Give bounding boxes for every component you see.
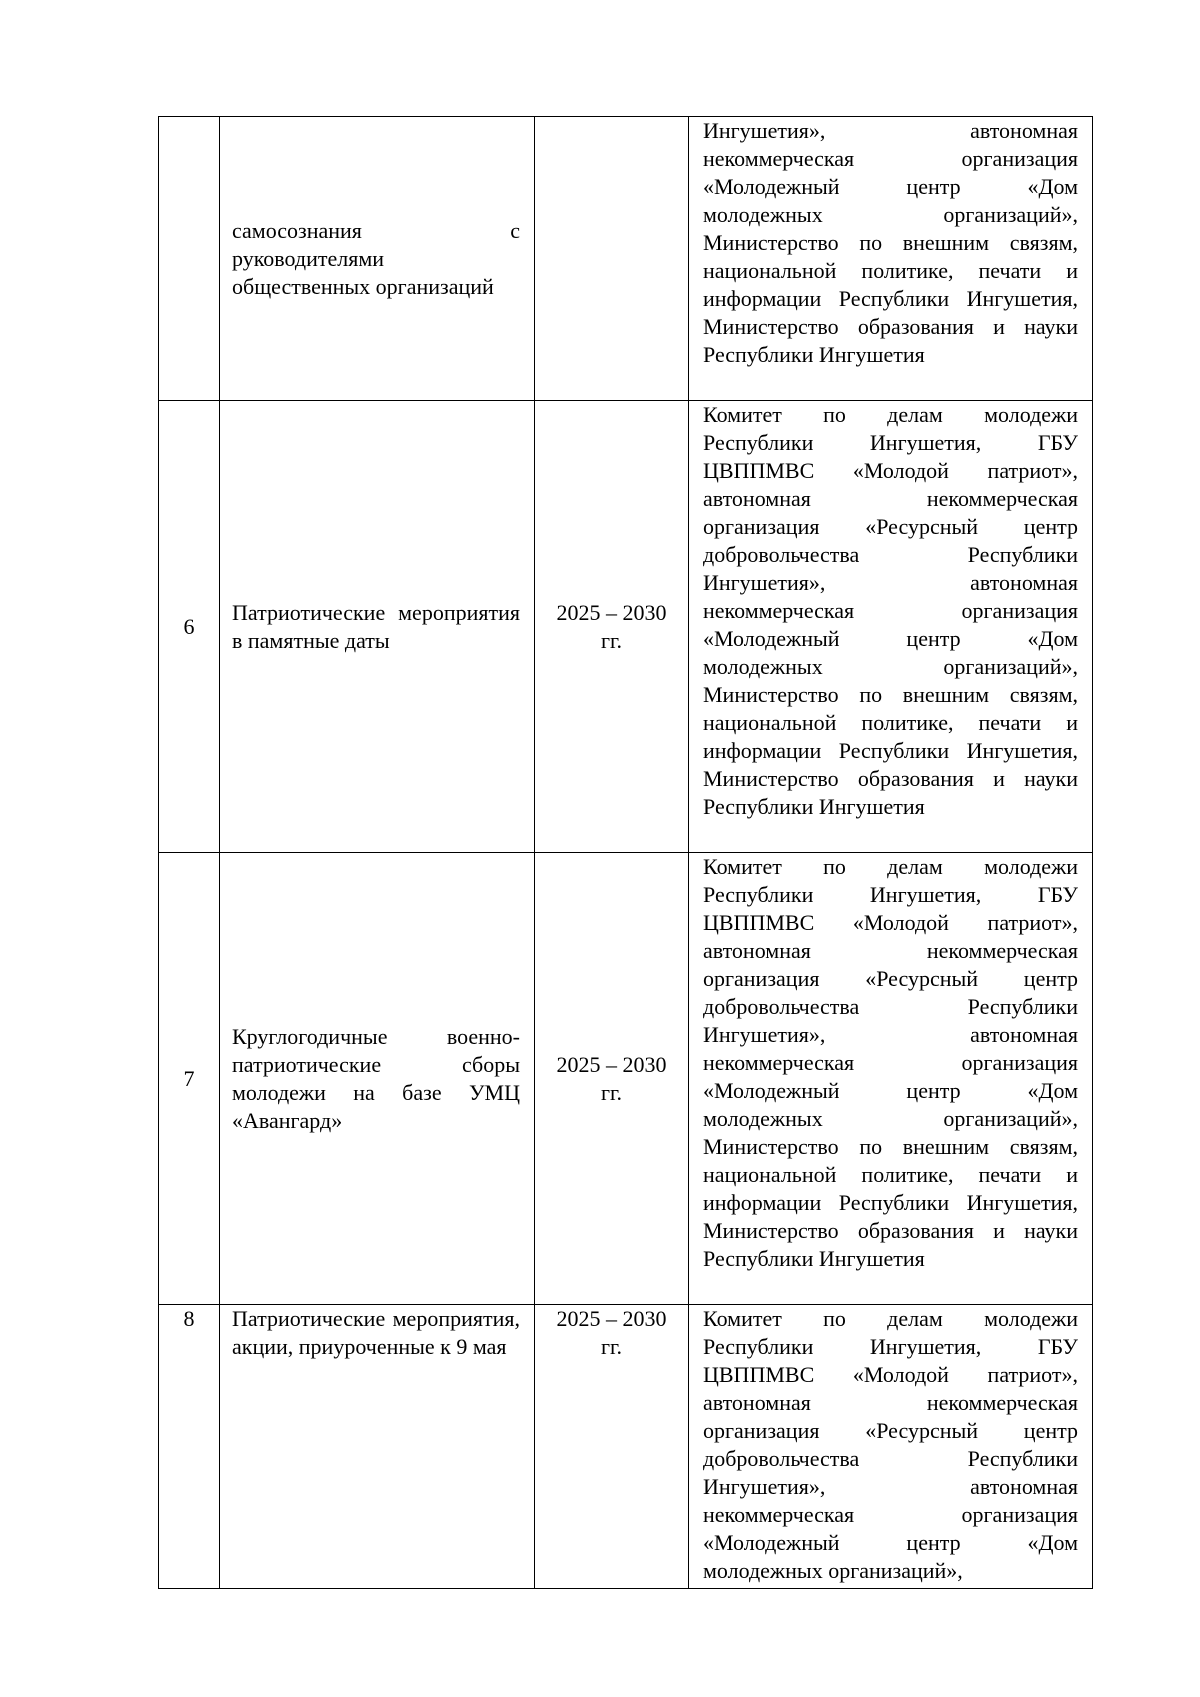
table-row [159,401,1093,853]
event-name-cell [220,117,535,401]
term-years: 2025 – 2030 [556,1051,667,1077]
term-cell [535,401,689,853]
row-number-cell [159,1305,220,1589]
responsible-cell [689,1305,1093,1589]
responsible-orgs: Комитет по делам молодежи Республики Ингушетия, ГБУ ЦВППМВС «Молодой патриот», автономная некоммерческая организация «Ресурсный центр добровольчества Республики Ингушетия», автономная некоммерческая организация «Молодежный центр «Дом молодежных организаций», Министерство по внешним связям, национальной политике, печати и информации Республики Ингушетия, Министерство образования и науки Республики Ингушетия [703,854,1078,1271]
responsible-cell [689,401,1093,853]
responsible-cell [689,117,1093,401]
event-name: Круглогодичные военно-патриотические сборы молодежи на базе УМЦ «Авангард» [232,1023,520,1133]
events-table [158,116,1093,1589]
event-name: самосознания с руководителями общественных организаций [232,217,520,299]
term-cell [535,1305,689,1589]
term-cell [535,853,689,1305]
event-name-cell [220,1305,535,1589]
term-suffix: гг. [600,1334,623,1359]
term-suffix: гг. [600,627,623,653]
term-cell [535,117,689,401]
table-row [159,853,1093,1305]
row-number-cell [159,853,220,1305]
responsible-orgs: Ингушетия», автономная некоммерческая организация «Молодежный центр «Дом молодежных организаций», Министерство по внешним связям, национальной политике, печати и информации Республики Ингушетия, Министерство образования и науки Республики Ингушетия [703,118,1078,367]
event-name: Патриотические мероприятия, акции, приуроченные к 9 мая [232,1306,520,1359]
row-number: 6 [183,613,195,639]
row-number-cell [159,117,220,401]
responsible-orgs: Комитет по делам молодежи Республики Ингушетия, ГБУ ЦВППМВС «Молодой патриот», автономная некоммерческая организация «Ресурсный центр добровольчества Республики Ингушетия», автономная некоммерческая организация «Молодежный центр «Дом молодежных организаций», Министерство по внешним связям, национальной политике, печати и информации Республики Ингушетия, Министерство образования и науки Республики Ингушетия [703,402,1078,819]
table-row [159,117,1093,401]
responsible-orgs: Комитет по делам молодежи Республики Ингушетия, ГБУ ЦВППМВС «Молодой патриот», автономная некоммерческая организация «Ресурсный центр добровольчества Республики Ингушетия», автономная некоммерческая организация «Молодежный центр «Дом молодежных организаций», [703,1306,1078,1583]
event-name-cell [220,401,535,853]
term-years: 2025 – 2030 [556,599,667,625]
term-years: 2025 – 2030 [556,1306,667,1331]
table-row [159,1305,1093,1589]
term-suffix: гг. [600,1079,623,1105]
event-name: Патриотические мероприятия в памятные даты [232,599,520,653]
row-number: 8 [183,1306,195,1331]
responsible-cell [689,853,1093,1305]
row-number: 7 [183,1065,195,1091]
row-number-cell [159,401,220,853]
event-name-cell [220,853,535,1305]
